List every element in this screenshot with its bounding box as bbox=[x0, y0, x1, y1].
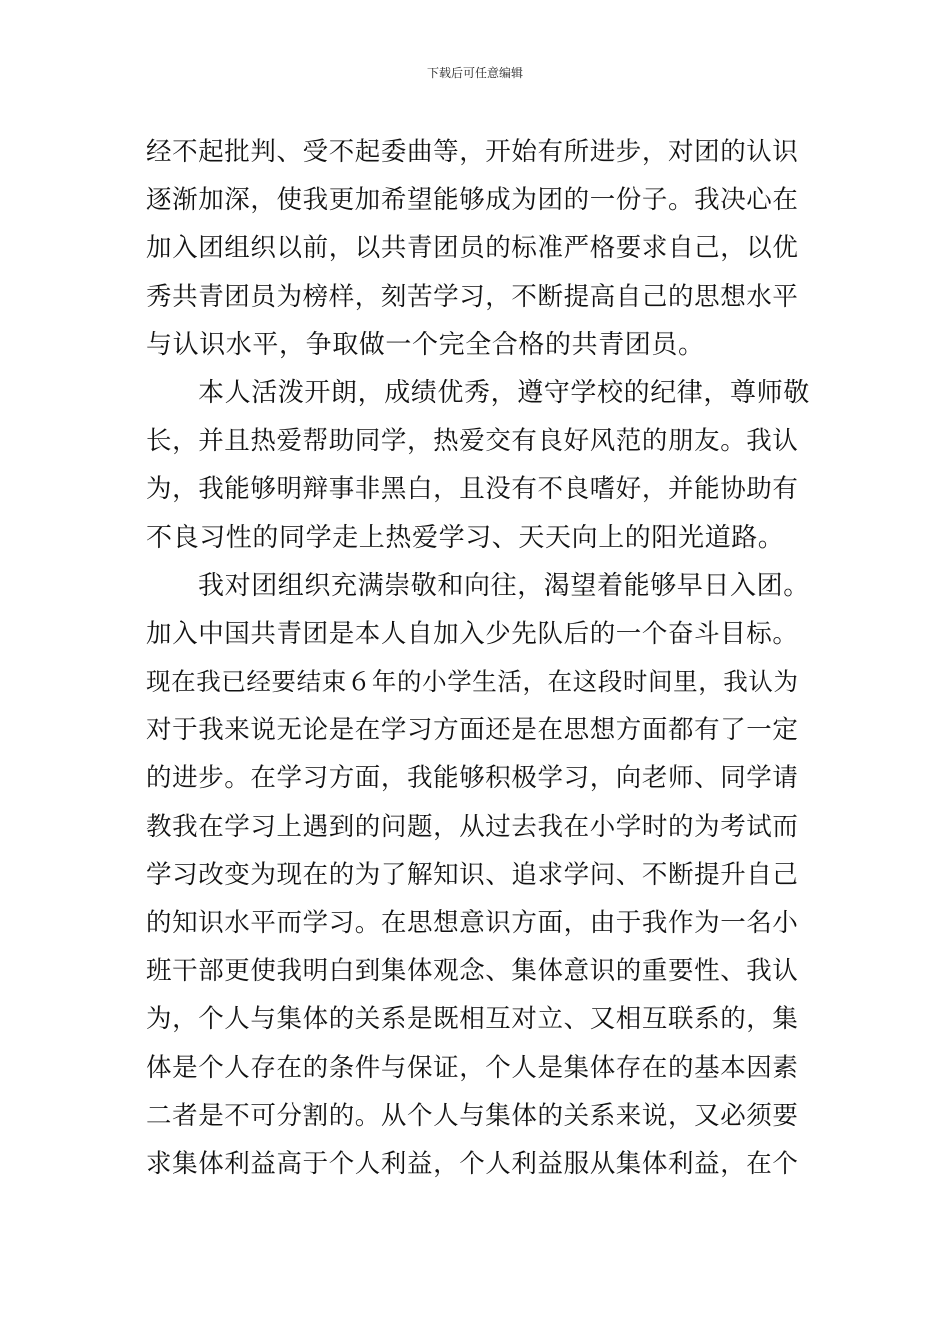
document-body bbox=[146, 128, 810, 1188]
text-line-7: 长，并且热爱帮助同学，热爱交有良好风范的朋友。我认 bbox=[146, 426, 799, 457]
text-line-9: 不良习性的同学走上热爱学习、天天向上的阳光道路。 bbox=[146, 522, 785, 553]
text-line-18: 班干部更使我明白到集体观念、集体意识的重要性、我认 bbox=[146, 956, 799, 987]
text-line-15: 教我在学习上遇到的问题，从过去我在小学时的为考试而 bbox=[146, 811, 799, 842]
text-line-8: 为，我能够明辩事非黑白，且没有不良嗜好，并能协助有 bbox=[146, 474, 799, 505]
text-line-4: 秀共青团员为榜样，刻苦学习，不断提高自己的思想水平 bbox=[146, 281, 799, 312]
paragraph-start-line: 我对团组织充满崇敬和向往，渴望着能够早日入团。 bbox=[198, 570, 810, 601]
text-line-13: 对于我来说无论是在学习方面还是在思想方面都有了一定 bbox=[146, 715, 799, 746]
text-line-2: 逐渐加深，使我更加希望能够成为团的一份子。我决心在 bbox=[146, 185, 799, 216]
text-line-19: 为，个人与集体的关系是既相互对立、又相互联系的，集 bbox=[146, 1004, 799, 1035]
text-line-11: 加入中国共青团是本人自加入少先队后的一个奋斗目标。 bbox=[146, 618, 799, 649]
paragraph-start-line: 本人活泼开朗，成绩优秀，遵守学校的纪律，尊师敬 bbox=[198, 377, 810, 408]
text-line-3: 加入团组织以前，以共青团员的标准严格要求自己，以优 bbox=[146, 233, 799, 264]
text-line-5: 与认识水平，争取做一个完全合格的共青团员。 bbox=[146, 329, 705, 360]
text-line-22: 求集体利益高于个人利益，个人利益服从集体利益，在个 bbox=[146, 1148, 799, 1179]
text-line-16: 学习改变为现在的为了解知识、追求学问、不断提升自己 bbox=[146, 859, 799, 890]
text-line-17: 的知识水平而学习。在思想意识方面，由于我作为一名小 bbox=[146, 908, 799, 938]
text-line-1: 经不起批判、受不起委曲等，开始有所进步，对团的认识 bbox=[146, 137, 799, 167]
text-line-12: 现在我已经要结束６年的小学生活，在这段时间里，我认为 bbox=[146, 667, 799, 697]
text-line-20: 体是个人存在的条件与保证，个人是集体存在的基本因素 bbox=[146, 1052, 799, 1083]
text-line-14: 的进步。在学习方面，我能够积极学习，向老师、同学请 bbox=[146, 763, 799, 794]
text-line-21: 二者是不可分割的。从个人与集体的关系来说，又必须要 bbox=[146, 1100, 799, 1131]
page-header: 下载后可任意编辑 bbox=[426, 66, 523, 80]
